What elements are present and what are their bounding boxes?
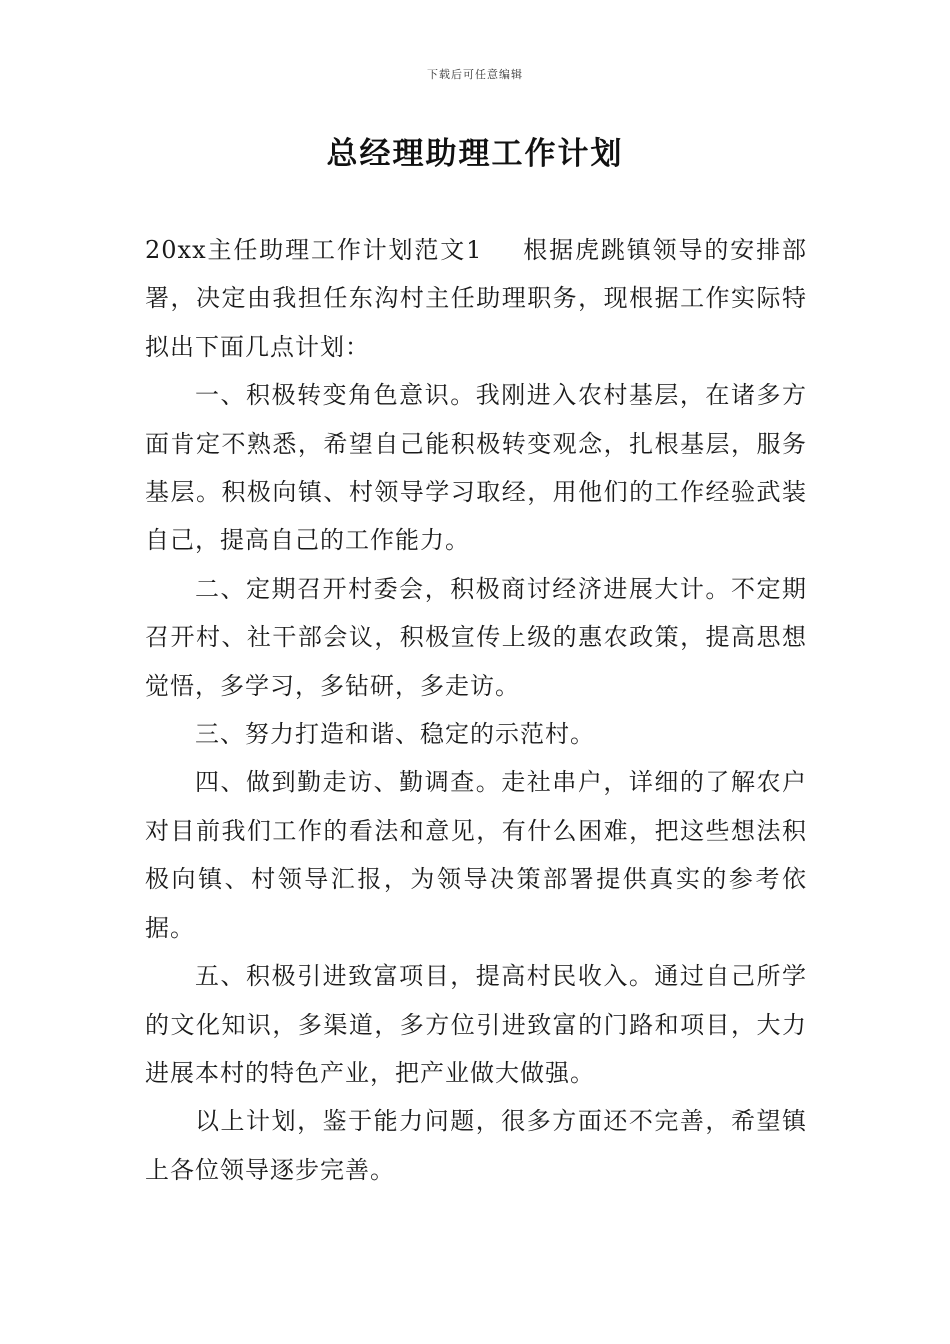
header-note: 下载后可任意编辑 (427, 68, 523, 81)
intro-paragraph (145, 226, 807, 371)
intro-text: 根据虎跳镇领导的安排部署，决定由我担任东沟村主任助理职务，现根据工作实际特拟出下面几点计划： (145, 236, 807, 361)
document-body (145, 226, 807, 1194)
paragraph-5: 五、积极引进致富项目，提高村民收入。通过自己所学的文化知识，多渠道，多方位引进致富的门路和项目，大力进展本村的特色产业，把产业做大做强。 (145, 962, 807, 1087)
paragraph-closing: 以上计划，鉴于能力问题，很多方面还不完善，希望镇上各位领导逐步完善。 (145, 1107, 807, 1184)
paragraph-4: 四、做到勤走访、勤调查。走社串户，详细的了解农户对目前我们工作的看法和意见，有什么困难，把这些想法积极向镇、村领导汇报，为领导决策部署提供真实的参考依据。 (145, 768, 807, 942)
paragraph-1: 一、积极转变角色意识。我刚进入农村基层，在诸多方面肯定不熟悉，希望自己能积极转变观念，扎根基层，服务基层。积极向镇、村领导学习取经，用他们的工作经验武装自己，提高自己的工作能力。 (145, 381, 807, 555)
document-title: 总经理助理工作计划 (326, 136, 624, 172)
paragraph-2: 二、定期召开村委会，积极商讨经济进展大计。不定期召开村、社干部会议，积极宣传上级的惠农政策，提高思想觉悟，多学习，多钻研，多走访。 (145, 574, 807, 700)
intro-label: 20xx主任助理工作计划范文1 (145, 236, 483, 264)
paragraph-3: 三、努力打造和谐、稳定的示范村。 (195, 720, 595, 749)
